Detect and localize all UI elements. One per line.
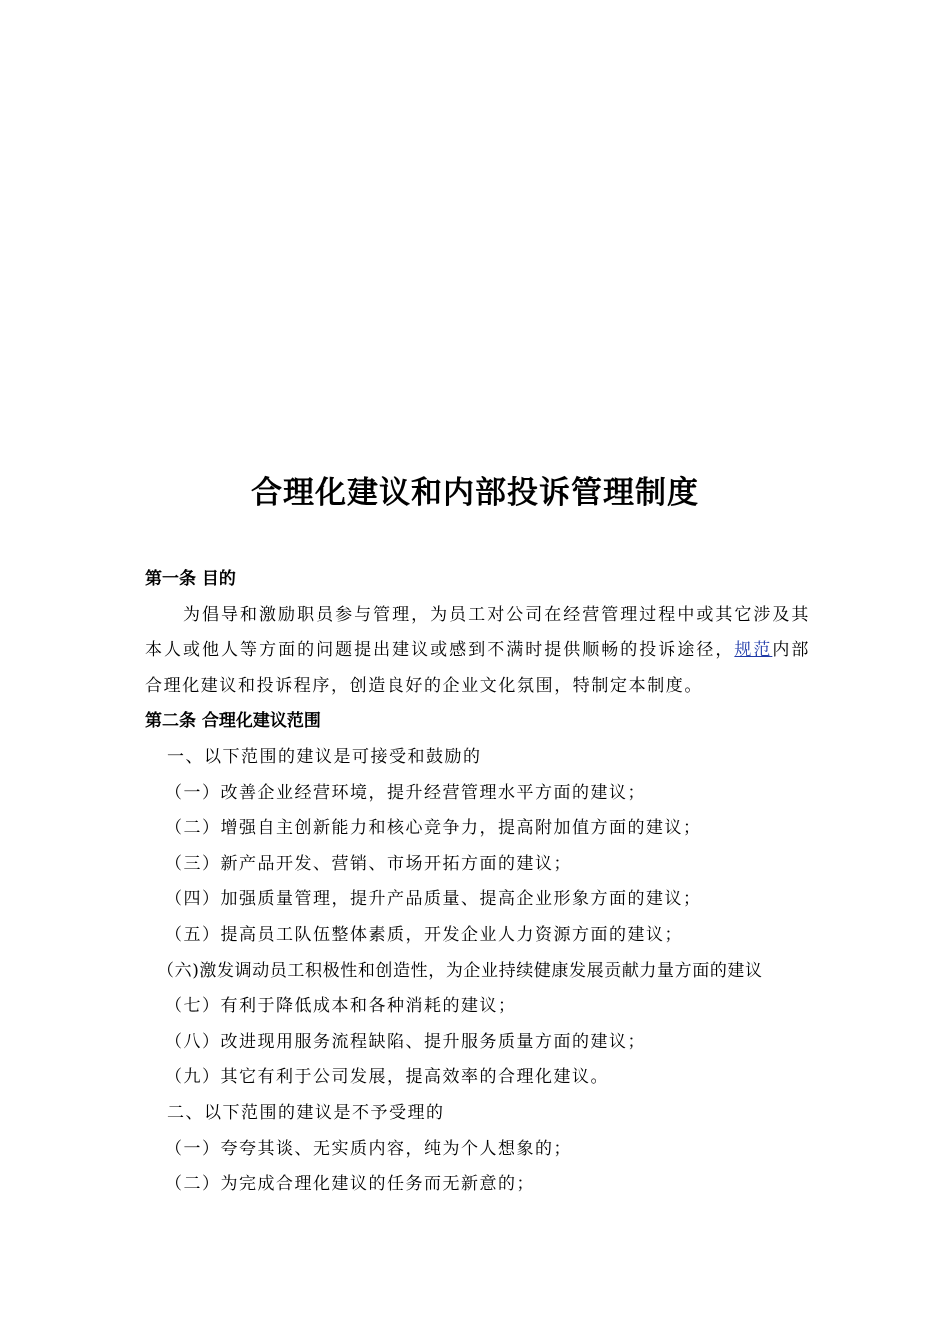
guideline-link[interactable]: 规范: [734, 640, 773, 661]
list-item: （九）其它有利于公司发展，提高效率的合理化建议。: [165, 1067, 609, 1088]
list-item: （八）改进现用服务流程缺陷、提升服务质量方面的建议；: [165, 1031, 646, 1052]
article-1-paragraph: [145, 598, 810, 705]
list-item: （七）有利于降低成本和各种消耗的建议；: [165, 996, 517, 1017]
article-2-heading: 第二条 合理化建议范围: [145, 711, 321, 732]
section-1-title: 一、以下范围的建议是可接受和鼓励的: [167, 746, 482, 767]
list-item: （一）夸夸其谈、无实质内容，纯为个人想象的；: [165, 1138, 572, 1159]
article-1-text-part1: 为倡导和激励职员参与管理，为员工对公司在经营管理过程中或其它涉及其本人或他人等方面的问题提出建议或感到不满时提供顺畅的投诉途径，: [145, 604, 810, 661]
list-item: （三）新产品开发、营销、市场开拓方面的建议；: [165, 853, 572, 874]
document-title: 合理化建议和内部投诉管理制度: [251, 475, 699, 511]
section-2-title: 二、以下范围的建议是不予受理的: [167, 1102, 445, 1123]
list-item: （六)激发调动员工积极性和创造性，为企业持续健康发展贡献力量方面的建议: [157, 960, 763, 981]
list-item: （二）增强自主创新能力和核心竞争力，提高附加值方面的建议；: [165, 818, 702, 839]
article-1-heading: 第一条 目的: [145, 569, 236, 589]
article-1-text-part2: 内部合理化建议和投诉程序，创造良好的企业文化氛围，特制定本制度。: [145, 640, 811, 696]
list-item: （四）加强质量管理，提升产品质量、提高企业形象方面的建议；: [165, 889, 702, 910]
list-item: （五）提高员工队伍整体素质，开发企业人力资源方面的建议；: [165, 924, 683, 945]
list-item: （二）为完成合理化建议的任务而无新意的；: [165, 1174, 535, 1195]
document-body: [145, 562, 810, 1203]
list-item: （一）改善企业经营环境，提升经营管理水平方面的建议；: [165, 782, 646, 803]
